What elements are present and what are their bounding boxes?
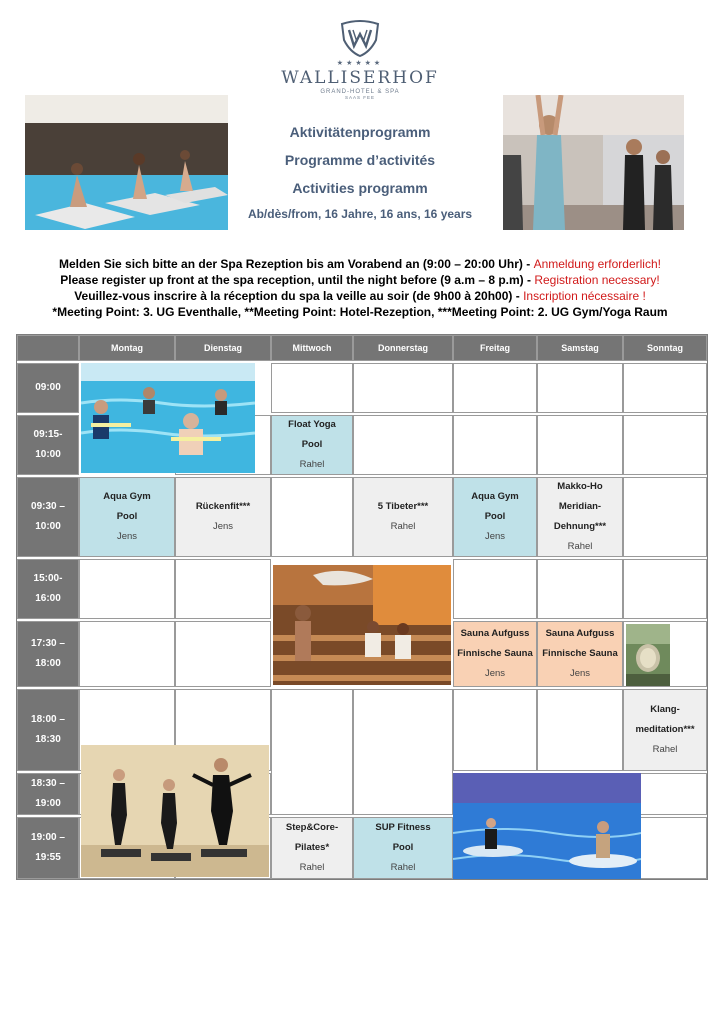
activity-location: Pool bbox=[301, 439, 323, 450]
activity-name: Sauna Aufguss bbox=[460, 628, 530, 639]
time-label: 10:00 bbox=[35, 449, 61, 460]
schedule-table bbox=[16, 334, 708, 880]
activity-name: Step&Core- bbox=[285, 822, 339, 833]
meditation-photo bbox=[626, 624, 670, 686]
float-yoga-photo bbox=[25, 95, 228, 230]
note-warning: Anmeldung erforderlich! bbox=[533, 257, 661, 271]
activity-klangmeditation[interactable] bbox=[623, 689, 707, 771]
hotel-stars: ★★★★★ bbox=[336, 60, 384, 67]
shield-logo-icon bbox=[338, 18, 382, 58]
time-slot bbox=[17, 773, 79, 815]
note-text: Please register up front at the spa reception, until the night before (9 a.m – 8 p.m) - bbox=[60, 273, 535, 287]
time-label: 10:00 bbox=[35, 521, 61, 532]
activity-trainer: Jens bbox=[116, 531, 138, 542]
activity-trainer: Jens bbox=[212, 521, 234, 532]
activity-name: Pilates* bbox=[294, 842, 330, 853]
activity-aqua-gym-friday[interactable] bbox=[453, 477, 537, 557]
note-text: Veuillez-vous inscrire à la réception du spa la veille au soir (de 9h00 à 20h00) - bbox=[74, 289, 524, 303]
hotel-location: SAAS FEE bbox=[344, 95, 375, 100]
empty-cell bbox=[353, 415, 453, 475]
time-slot bbox=[17, 415, 79, 475]
empty-cell bbox=[175, 621, 271, 687]
activity-trainer: Rahel bbox=[567, 541, 593, 552]
activity-trainer: Rahel bbox=[390, 521, 416, 532]
activity-trainer: Rahel bbox=[299, 862, 325, 873]
empty-cell bbox=[537, 559, 623, 619]
time-label: 16:00 bbox=[35, 593, 61, 604]
day-header: Mittwoch bbox=[271, 335, 353, 361]
activity-location: Pool bbox=[484, 511, 506, 522]
activity-trainer: Jens bbox=[484, 531, 506, 542]
empty-cell bbox=[79, 559, 175, 619]
activity-location: Pool bbox=[116, 511, 138, 522]
hotel-logo bbox=[270, 18, 450, 100]
empty-cell bbox=[353, 363, 453, 413]
activity-trainer: Jens bbox=[484, 668, 506, 679]
activity-step-core-pilates[interactable] bbox=[271, 817, 353, 879]
activity-name: Float Yoga bbox=[288, 419, 336, 430]
time-label: 09:15- bbox=[33, 429, 63, 440]
activity-name: Makko-Ho bbox=[557, 481, 603, 492]
empty-cell bbox=[623, 363, 707, 413]
activity-location: Finnische Sauna bbox=[542, 648, 618, 659]
note-de bbox=[10, 256, 710, 272]
empty-cell bbox=[623, 477, 707, 557]
time-label: 09:30 – bbox=[31, 501, 65, 512]
activity-name: meditation*** bbox=[635, 724, 695, 735]
activity-name: Meridian- bbox=[558, 501, 602, 512]
activity-trainer: Rahel bbox=[390, 862, 416, 873]
hotel-subtitle: GRAND-HOTEL & SPA bbox=[320, 89, 400, 95]
empty-cell bbox=[537, 415, 623, 475]
time-label: 18:30 – bbox=[31, 778, 65, 789]
day-header: Samstag bbox=[537, 335, 623, 361]
time-label: 19:55 bbox=[35, 852, 61, 863]
day-header: Sonntag bbox=[623, 335, 707, 361]
header-corner bbox=[17, 335, 79, 361]
activity-location: Pool bbox=[392, 842, 414, 853]
sunday-photo-cell bbox=[623, 621, 707, 687]
empty-cell bbox=[353, 689, 453, 815]
empty-cell bbox=[453, 363, 537, 413]
time-slot bbox=[17, 817, 79, 879]
activity-name: Aqua Gym bbox=[103, 491, 151, 502]
title-de: Aktivitätenprogramm bbox=[289, 124, 431, 140]
time-slot bbox=[17, 559, 79, 619]
title-fr: Programme d’activités bbox=[284, 152, 436, 168]
activity-name: 5 Tibeter*** bbox=[377, 501, 429, 512]
sauna-photo bbox=[273, 565, 451, 685]
activity-rueckenfit[interactable] bbox=[175, 477, 271, 557]
empty-cell bbox=[453, 559, 537, 619]
time-slot bbox=[17, 477, 79, 557]
empty-cell bbox=[537, 363, 623, 413]
day-header: Donnerstag bbox=[353, 335, 453, 361]
day-header: Freitag bbox=[453, 335, 537, 361]
day-header: Montag bbox=[79, 335, 175, 361]
time-label: 09:00 bbox=[35, 382, 61, 393]
registration-notes bbox=[10, 256, 710, 320]
meeting-points bbox=[10, 304, 710, 320]
activity-trainer: Rahel bbox=[299, 459, 325, 470]
empty-cell bbox=[453, 689, 537, 771]
activity-name: Sauna Aufguss bbox=[545, 628, 615, 639]
program-titles bbox=[235, 118, 485, 226]
note-text: Melden Sie sich bitte an der Spa Rezeption bis am Vorabend an (9:00 – 20:00 Uhr) - bbox=[59, 257, 534, 271]
empty-cell bbox=[623, 415, 707, 475]
activity-sauna-aufguss-friday[interactable] bbox=[453, 621, 537, 687]
activity-location: Finnische Sauna bbox=[457, 648, 533, 659]
sup-fitness-photo bbox=[453, 773, 641, 879]
empty-cell bbox=[271, 363, 353, 413]
note-warning: Registration necessary! bbox=[534, 273, 660, 287]
note-en bbox=[10, 272, 710, 288]
time-label: 19:00 – bbox=[31, 832, 65, 843]
step-aerobics-photo bbox=[81, 745, 269, 877]
title-en: Activities programm bbox=[292, 180, 428, 196]
time-slot bbox=[17, 363, 79, 413]
activity-aqua-gym-monday[interactable] bbox=[79, 477, 175, 557]
activity-trainer: Jens bbox=[569, 668, 591, 679]
empty-cell bbox=[453, 415, 537, 475]
age-requirement: Ab/dès/from, 16 Jahre, 16 ans, 16 years bbox=[247, 207, 473, 221]
activity-sup-fitness[interactable] bbox=[353, 817, 453, 879]
time-label: 19:00 bbox=[35, 798, 61, 809]
empty-cell bbox=[271, 689, 353, 815]
activity-sauna-aufguss-saturday[interactable] bbox=[537, 621, 623, 687]
activity-name: Rückenfit*** bbox=[195, 501, 251, 512]
day-header: Dienstag bbox=[175, 335, 271, 361]
aqua-gym-photo bbox=[81, 363, 255, 473]
time-label: 18:00 bbox=[35, 658, 61, 669]
note-warning: Inscription nécessaire ! bbox=[523, 289, 646, 303]
note-fr bbox=[10, 288, 710, 304]
activity-name: Aqua Gym bbox=[471, 491, 519, 502]
time-slot bbox=[17, 689, 79, 771]
time-label: 15:00- bbox=[33, 573, 63, 584]
time-slot bbox=[17, 621, 79, 687]
activity-name: Dehnung*** bbox=[553, 521, 607, 532]
hotel-name: WALLISERHOF bbox=[281, 68, 439, 88]
time-label: 17:30 – bbox=[31, 638, 65, 649]
time-label: 18:30 bbox=[35, 734, 61, 745]
activity-name: Klang- bbox=[650, 704, 680, 715]
empty-cell bbox=[175, 559, 271, 619]
time-label: 18:00 – bbox=[31, 714, 65, 725]
activity-makko-ho[interactable] bbox=[537, 477, 623, 557]
empty-cell bbox=[623, 559, 707, 619]
empty-cell bbox=[271, 477, 353, 557]
activity-float-yoga[interactable] bbox=[271, 415, 353, 475]
empty-cell bbox=[79, 621, 175, 687]
activity-trainer: Rahel bbox=[652, 744, 678, 755]
activity-name: SUP Fitness bbox=[375, 822, 431, 833]
activity-5-tibeter[interactable] bbox=[353, 477, 453, 557]
yoga-class-photo bbox=[503, 95, 684, 230]
empty-cell bbox=[537, 689, 623, 771]
note-text: *Meeting Point: 3. UG Eventhalle, **Meeting Point: Hotel-Rezeption, ***Meeting Point: 2. UG Gym/Yoga Raum bbox=[52, 305, 668, 319]
